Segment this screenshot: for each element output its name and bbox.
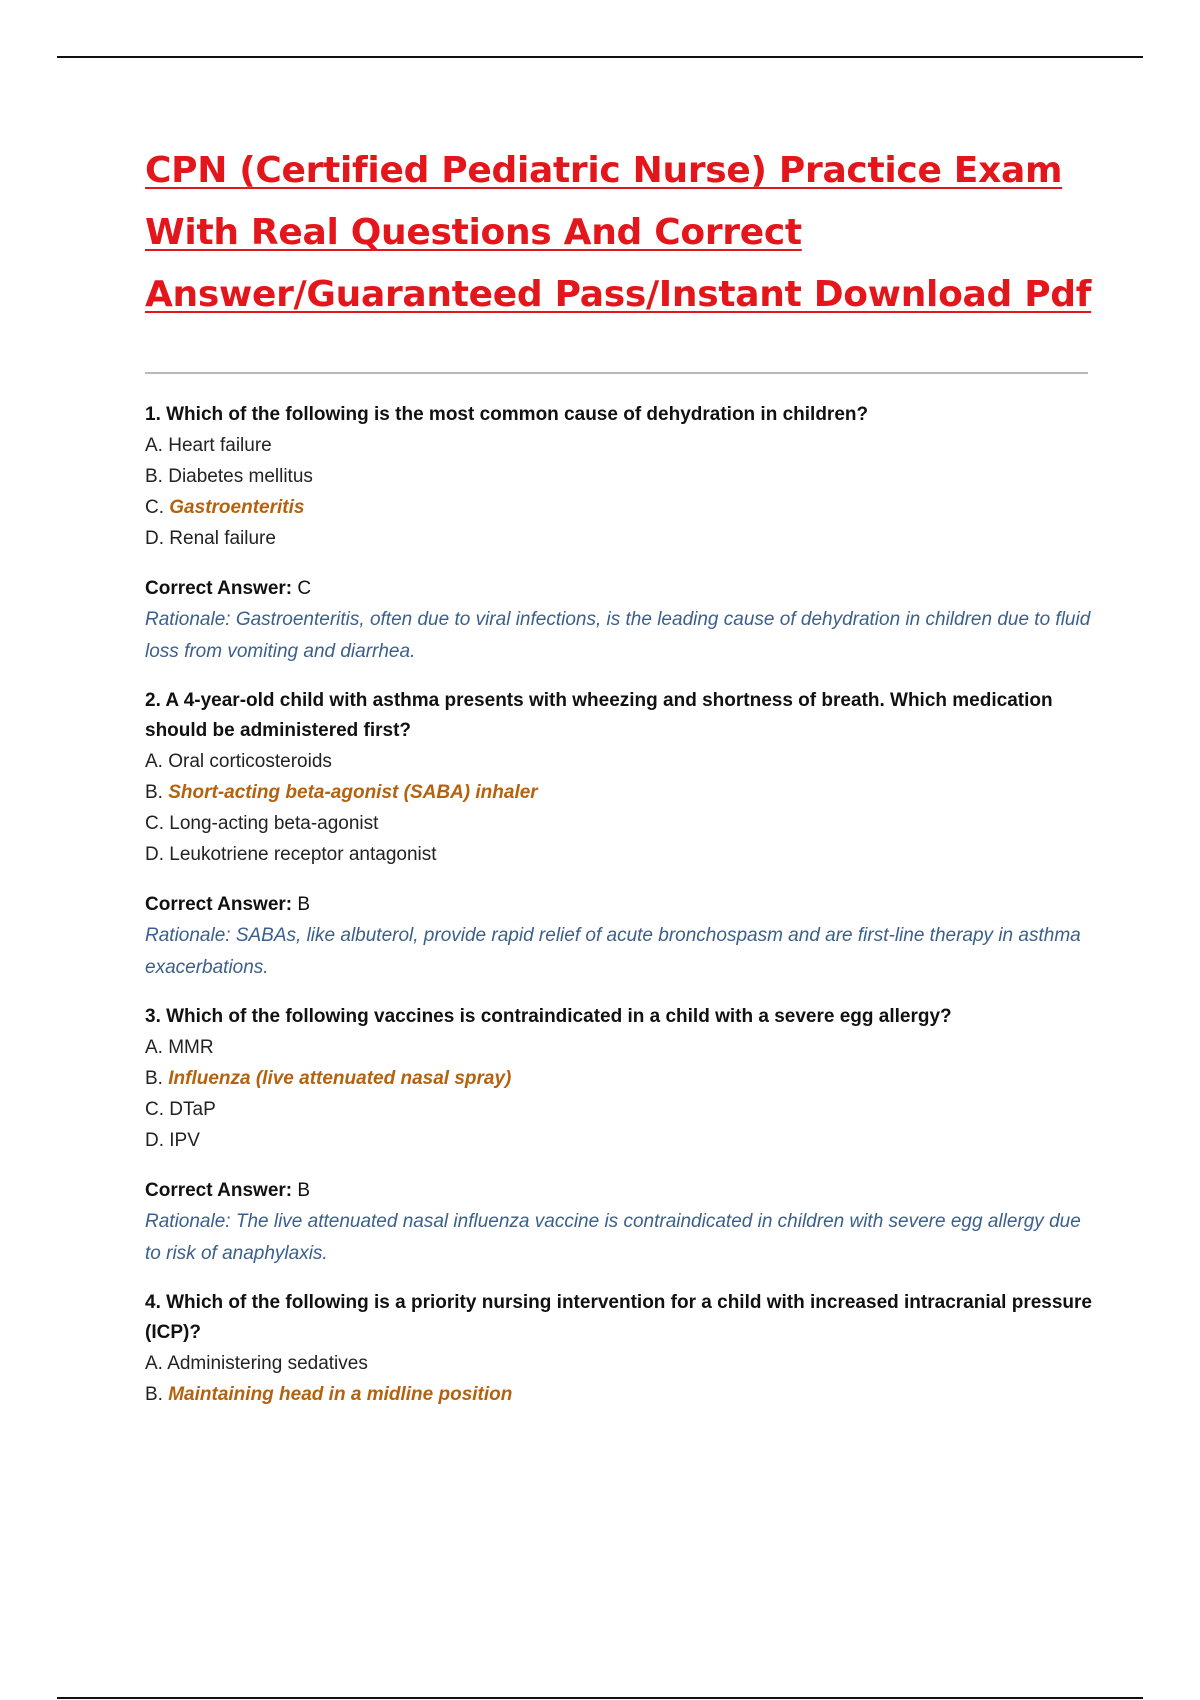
title-divider [145, 372, 1088, 374]
rationale-text: Rationale: SABAs, like albuterol, provide rapid relief of acute bronchospasm and are first-line therapy in asthma exacerbations. [145, 925, 1081, 978]
question-text: 2. A 4-year-old child with asthma presents with wheezing and shortness of breath. Which medication should be administered first? [145, 690, 1053, 741]
option-letter: C. [145, 813, 164, 834]
option-letter: A. [145, 1037, 163, 1058]
rationale-text: Rationale: Gastroenteritis, often due to viral infections, is the leading cause of dehydration in children due to fluid loss from vomiting and diarrhea. [145, 609, 1091, 662]
option-letter: B. [145, 1068, 163, 1089]
correct-answer [145, 1176, 1095, 1206]
option [145, 746, 1095, 777]
question-block [145, 400, 1095, 668]
option-correct [145, 492, 1095, 523]
correct-answer [145, 574, 1095, 604]
question-block [145, 1288, 1095, 1410]
option-text: Gastroenteritis [169, 497, 305, 518]
document-page [145, 140, 1095, 1428]
option-text: MMR [168, 1037, 214, 1058]
option-letter: D. [145, 844, 164, 865]
option-text: Heart failure [168, 435, 272, 456]
option-text: Renal failure [169, 528, 276, 549]
option-text: Short-acting beta-agonist (SABA) inhaler [168, 782, 538, 803]
option-letter: C. [145, 1099, 164, 1120]
option [145, 808, 1095, 839]
option [145, 1348, 1095, 1379]
correct-answer-value: B [297, 894, 311, 915]
option-text: Long-acting beta-agonist [169, 813, 379, 834]
correct-answer-value: C [297, 578, 312, 599]
option-text: Leukotriene receptor antagonist [169, 844, 437, 865]
option-text: Influenza (live attenuated nasal spray) [168, 1068, 512, 1089]
option [145, 430, 1095, 461]
option-letter: A. [145, 1353, 163, 1374]
question-text: 1. Which of the following is the most common cause of dehydration in children? [145, 404, 869, 425]
question-list [145, 400, 1095, 1410]
rationale-text: Rationale: The live attenuated nasal influenza vaccine is contraindicated in children with severe egg allergy due to risk of anaphylaxis. [145, 1211, 1081, 1264]
option-letter: B. [145, 466, 163, 487]
option-correct [145, 777, 1095, 808]
page-bottom-rule [57, 1697, 1143, 1699]
option-letter: B. [145, 1384, 163, 1405]
option [145, 1032, 1095, 1063]
page-top-rule [57, 56, 1143, 58]
option-letter: D. [145, 1130, 164, 1151]
question-block [145, 1002, 1095, 1270]
option-letter: B. [145, 782, 163, 803]
option-text: Oral corticosteroids [168, 751, 332, 772]
option-text: DTaP [169, 1099, 216, 1120]
option-text: Diabetes mellitus [168, 466, 313, 487]
option [145, 523, 1095, 554]
option-correct [145, 1063, 1095, 1094]
option-text: Maintaining head in a midline position [168, 1384, 513, 1405]
option [145, 461, 1095, 492]
correct-answer-label: Correct Answer: [145, 894, 293, 915]
question-block [145, 686, 1095, 984]
option [145, 1094, 1095, 1125]
question-text: 3. Which of the following vaccines is contraindicated in a child with a severe egg allergy? [145, 1006, 952, 1027]
correct-answer-label: Correct Answer: [145, 578, 293, 599]
option-letter: D. [145, 528, 164, 549]
option [145, 839, 1095, 870]
option [145, 1125, 1095, 1156]
correct-answer-value: B [297, 1180, 311, 1201]
option-correct [145, 1379, 1095, 1410]
document-title: CPN (Certified Pediatric Nurse) Practice Exam With Real Questions And Correct Answer/Guaranteed Pass/Instant Download Pdf [145, 150, 1092, 315]
option-text: IPV [169, 1130, 200, 1151]
question-text: 4. Which of the following is a priority nursing intervention for a child with increased intracranial pressure (ICP)? [145, 1292, 1092, 1343]
option-text: Administering sedatives [167, 1353, 368, 1374]
correct-answer [145, 890, 1095, 920]
correct-answer-label: Correct Answer: [145, 1180, 293, 1201]
option-letter: A. [145, 435, 163, 456]
option-letter: A. [145, 751, 163, 772]
option-letter: C. [145, 497, 164, 518]
